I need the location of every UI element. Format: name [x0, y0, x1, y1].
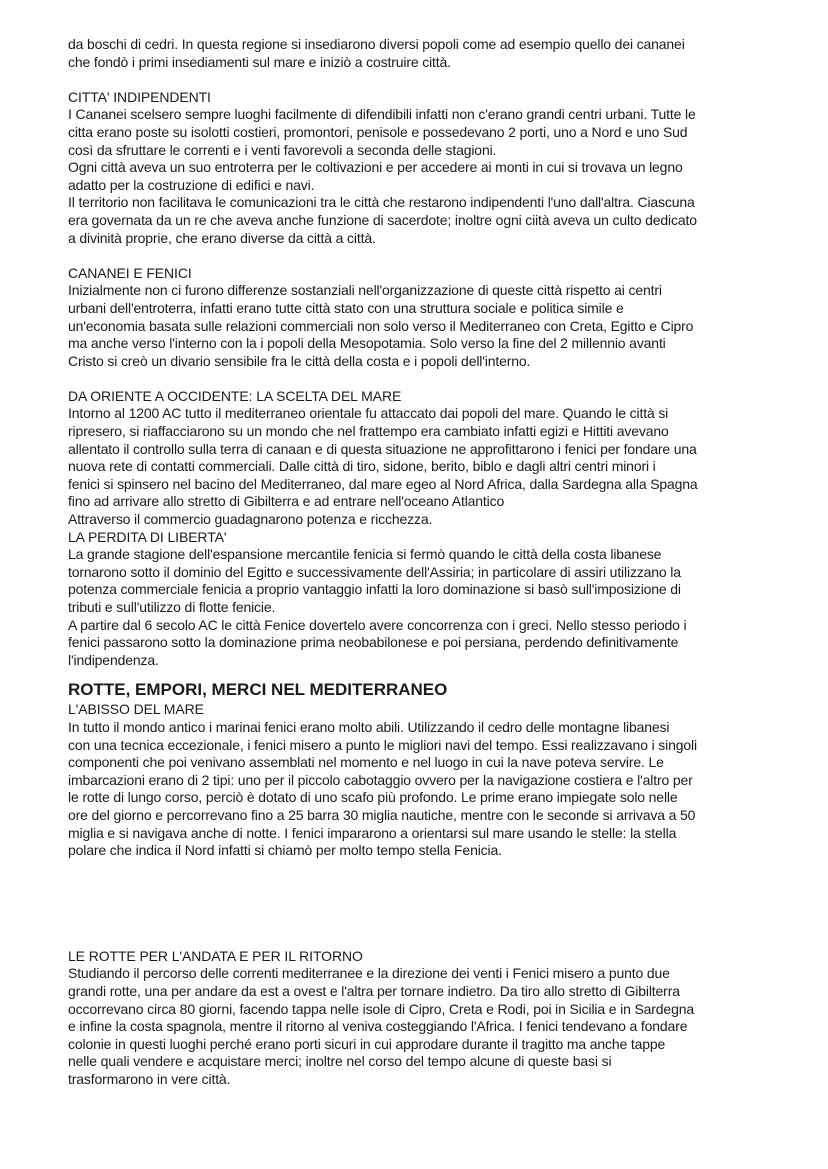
text-line: colonie in questi luoghi perché erano porti sicuri in cui approdare durante il tragitto ma anche tappe [68, 1035, 666, 1052]
text-line: Cristo si creò un divario sensibile fra le città della costa e i popoli dell'interno. [68, 352, 531, 369]
text-line: a divinità proprie, che erano diverse da città a città. [68, 229, 376, 246]
chapter-title: ROTTE, EMPORI, MERCI NEL MEDITERRANEO [68, 680, 448, 700]
text-line: fenici passarono sotto la dominazione prima neobabilonese e poi persiana, perdendo definitivamente [68, 634, 679, 651]
text-line: ore del giorno e percorrevano fino a 25 barra 30 miglia nautiche, mentre con le seconde si arrivava a 50 [68, 806, 696, 823]
text-line: le rotte di lungo corso, perciò è dotato di uno scafo più profondo. Le prime erano impiegate solo nelle [68, 789, 678, 806]
text-line: nuova rete di contatti commerciali. Dalle città di tiro, sidone, berito, biblo e dagli altri centri minori i [68, 458, 656, 475]
text-line: componenti che poi venivano assemblati nel momento e nel luogo in cui la nave poteva servire. Le [68, 754, 664, 771]
document-section [68, 388, 798, 529]
text-line: e infine la costa spagnola, mentre il ritorno al veniva costeggiando l'Africa. I fenici tendevano a fondare [68, 1018, 688, 1035]
document-section [68, 265, 798, 371]
text-line: tributi e sull'utilizzo di flotte fenicie. [68, 599, 276, 615]
text-line: da boschi di cedri. In questa regione si insediarono diversi popoli come ad esempio quello dei cananei [68, 36, 685, 52]
document-section [68, 89, 798, 247]
text-line: Inizialmente non ci furono differenze sostanziali nell'organizzazione di queste città rispetto ai centri [68, 282, 662, 299]
text-line: potenza commerciale fenicia a proprio vantaggio infatti la loro dominazione si basò sull'imposizione di [68, 581, 681, 598]
text-line: Il territorio non facilitava le comunicazioni tra le città che restarono indipendenti l'uno dall'altra. Ciascuna [68, 194, 695, 211]
text-line: nelle quali vendere e acquistare merci; inoltre nel corso del tempo alcune di queste basi si [68, 1053, 612, 1070]
text-line: citta erano poste su isolotti costieri, promontori, penisole e possedevano 2 porti, uno a Nord e uno Sud [68, 123, 688, 140]
text-line: occorrevano circa 80 giorni, facendo tappa nelle isole di Cipro, Creta e Rodi, poi in Sicilia e in Sardegna [68, 1000, 694, 1017]
section-heading: CANANEI E FENICI [68, 264, 192, 281]
section-heading: LE ROTTE PER L'ANDATA E PER IL RITORNO [68, 947, 363, 964]
text-line: miglia e si navigava anche di notte. I fenici impararono a orientarsi sul mare usando le stelle: la stella [68, 824, 677, 841]
text-line: A partire dal 6 secolo AC le città Fenice dovertelo avere concorrenza con i greci. Nello stesso periodo i [68, 616, 687, 633]
text-line: ripresero, si riaffacciarono su un mondo che nel frattempo era cambiato infatti egizi e Hittiti avevano [68, 423, 669, 440]
text-line: I Cananei scelsero sempre luoghi facilmente di difendibili infatti non c'erano grandi centri urbani. Tutte le [68, 106, 696, 123]
section-heading: L'ABISSO DEL MARE [68, 701, 204, 718]
text-line: così da sfruttare le correnti e i venti favorevoli a seconda delle stagioni. [68, 141, 497, 158]
text-line: Attraverso il commercio guadagnarono potenza e ricchezza. [68, 511, 433, 528]
document-page [68, 36, 798, 1088]
text-line: con una tecnica eccezionale, i fenici misero a punto le migliori navi del tempo. Essi realizzavano i singoli [68, 736, 697, 753]
text-line: fino ad arrivare allo stretto di Gibilterra e ad entrare nell'oceano Atlantico [68, 493, 505, 510]
text-line: l'indipendenza. [68, 651, 159, 668]
text-line: Intorno al 1200 AC tutto il mediterraneo orientale fu attaccato dai popoli del mare. Quando le città si [68, 405, 669, 422]
text-line: allentato il controllo sulla terra di canaan e di questa situazione ne approfittarono i fenici per fondare una [68, 440, 697, 457]
section-heading: CITTA' INDIPENDENTI [68, 88, 211, 105]
document-section [68, 36, 798, 71]
text-line: urbani dell'entroterra, infatti erano tutte città stato con una struttura sociale e politica simile e [68, 299, 624, 316]
text-line: imbarcazioni erano di 2 tipi: uno per il piccolo cabotaggio ovvero per la navigazione costiera e l'altro per [68, 771, 693, 788]
section-heading: DA ORIENTE A OCCIDENTE: LA SCELTA DEL MARE [68, 387, 402, 404]
text-line: adatto per la costruzione di edifici e navi. [68, 176, 315, 193]
text-line: un'economia basata sulle relazioni commerciali non solo verso il Mediterraneo con Creta, Egitto e Cipro [68, 317, 694, 334]
document-section [68, 529, 798, 670]
text-line: che fondò i primi insediamenti sul mare e iniziò a costruire città. [68, 53, 451, 70]
text-line: Ogni città aveva un suo entroterra per le coltivazioni e per accedere ai monti in cui si trovava un legno [68, 159, 683, 176]
document-section [68, 701, 798, 859]
document-section [68, 948, 798, 1089]
text-line: fenici si spinsero nel bacino del Mediterraneo, dal mare egeo al Nord Africa, dalla Sardegna alla Spagna [68, 475, 698, 492]
text-line: In tutto il mondo antico i marinai fenici erano molto abili. Utilizzando il cedro delle montagne libanesi [68, 718, 670, 735]
text-line: Studiando il percorso delle correnti mediterranee e la direzione dei venti i Fenici misero a punto due [68, 965, 670, 982]
text-line: polare che indica il Nord infatti si chiamò per molto tempo stella Fenicia. [68, 842, 502, 859]
text-line: era governata da un re che aveva anche funzione di sacerdote; inoltre ogni ciità aveva un culto dedicato [68, 211, 697, 228]
text-line: grandi rotte, una per andare da est a ovest e l'altra per tornare indietro. Da tiro allo stretto di Gibilterra [68, 982, 680, 999]
section-heading: LA PERDITA DI LIBERTA' [68, 528, 227, 545]
text-line: tornarono sotto il dominio del Egitto e successivamente dell'Assiria; in particolare di assiri utilizzano la [68, 563, 681, 580]
text-line: trasformarono in vere città. [68, 1070, 231, 1087]
text-line: ma anche verso l'interno con la i popoli della Mesopotamia. Solo verso la fine del 2 millennio avanti [68, 335, 666, 352]
text-line: La grande stagione dell'espansione mercantile fenicia si fermò quando le città della costa libanese [68, 546, 662, 563]
